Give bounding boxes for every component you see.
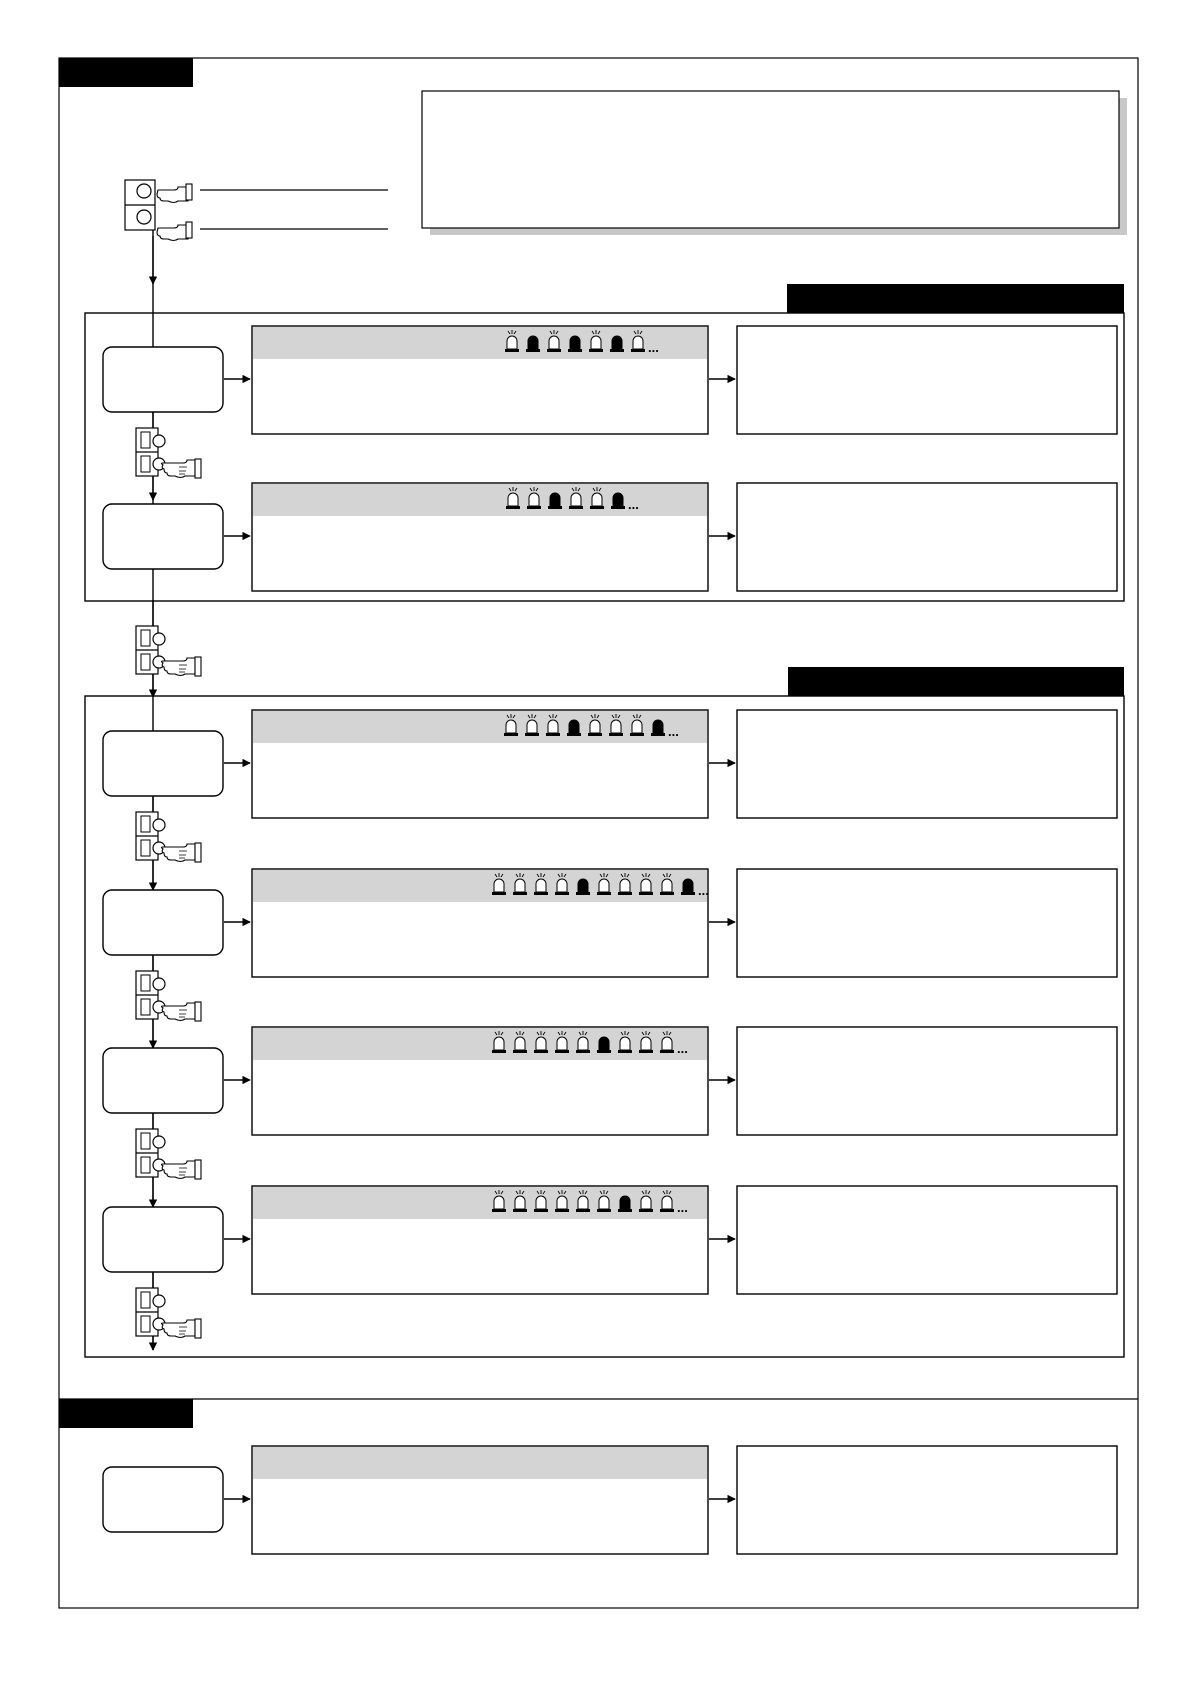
result-box <box>737 869 1117 977</box>
next-button-s1-1[interactable] <box>136 428 201 478</box>
next-button-s1-s2[interactable] <box>136 626 201 676</box>
hand-outline <box>162 844 196 862</box>
lamp-dome <box>549 336 559 349</box>
flow-step-s2-1 <box>103 710 1117 818</box>
hand-outline <box>162 460 196 478</box>
button-face-lower <box>141 1316 150 1332</box>
result-box <box>737 326 1117 434</box>
button-knob-upper <box>153 819 165 831</box>
button-face-upper <box>141 1292 150 1308</box>
lamp-dome <box>620 1037 630 1050</box>
description-header-bar <box>253 1028 707 1060</box>
lamp-dome <box>633 336 643 349</box>
lamp-base <box>567 733 581 736</box>
lamp-dome <box>613 493 623 506</box>
lamp-dome <box>536 879 546 892</box>
lamp-base <box>609 733 623 736</box>
lamp-dome <box>557 1037 567 1050</box>
lamp-base <box>492 1209 506 1212</box>
lamp-dome <box>590 720 600 733</box>
lamp-dome <box>662 1037 672 1050</box>
state-box <box>103 1467 223 1532</box>
lamp-dome <box>506 720 516 733</box>
pointing-hand-icon <box>162 1319 202 1338</box>
result-box <box>737 483 1117 591</box>
lamp-dome <box>570 336 580 349</box>
lamp-base <box>639 1209 653 1212</box>
lamp-base <box>568 349 582 352</box>
lamp-base <box>639 892 653 895</box>
lamp-dome <box>620 1196 630 1209</box>
lamp-base <box>589 349 603 352</box>
lamp-base <box>611 506 625 509</box>
lamp-dome <box>507 336 517 349</box>
lamp-base <box>513 892 527 895</box>
next-button-s2-2[interactable] <box>136 971 201 1021</box>
button-face-upper <box>141 1133 150 1149</box>
lamp-base <box>492 892 506 895</box>
button-face-lower <box>141 999 150 1015</box>
pointing-hand-icon <box>162 1160 202 1179</box>
flow-step-footer <box>103 1446 1117 1554</box>
lamp-base <box>504 733 518 736</box>
button-knob-lower <box>137 210 151 224</box>
lamp-dome <box>612 336 622 349</box>
lamp-dome <box>599 879 609 892</box>
flow-step-s1-2 <box>103 483 1117 591</box>
state-box <box>103 1207 223 1272</box>
lamp-dome <box>653 720 663 733</box>
hand-outline <box>162 658 196 676</box>
start-buttons[interactable] <box>125 180 192 241</box>
hand-cuff <box>195 1002 201 1021</box>
description-header-bar <box>253 1187 707 1219</box>
lamp-dome <box>578 1196 588 1209</box>
lamp-dome <box>683 879 693 892</box>
state-box <box>103 1048 223 1113</box>
lamp-base <box>534 1209 548 1212</box>
header-tab <box>59 58 193 87</box>
lamp-base <box>610 349 624 352</box>
lamp-dome <box>571 493 581 506</box>
lamp-sequence-ellipsis: ... <box>677 1200 688 1215</box>
lamp-base <box>597 1209 611 1212</box>
lamp-base <box>555 892 569 895</box>
button-face-lower <box>141 654 150 670</box>
lamp-dome <box>515 1037 525 1050</box>
lamp-base <box>618 1209 632 1212</box>
result-box <box>737 710 1117 818</box>
next-button-s2-3[interactable] <box>136 1129 201 1179</box>
lamp-dome <box>536 1196 546 1209</box>
lamp-dome <box>632 720 642 733</box>
lamp-base <box>576 1050 590 1053</box>
lamp-base <box>513 1050 527 1053</box>
hand-outline <box>162 1161 196 1179</box>
lamp-base <box>618 892 632 895</box>
description-header-bar <box>253 1447 707 1479</box>
lamp-dome <box>599 1196 609 1209</box>
lamp-base <box>527 506 541 509</box>
description-header-bar <box>253 484 707 516</box>
pointing-hand-icon <box>162 657 202 676</box>
button-knob-upper <box>153 435 165 447</box>
lamp-dome <box>591 336 601 349</box>
hand-cuff <box>195 1160 201 1179</box>
lamp-dome <box>494 1037 504 1050</box>
lamp-dome <box>557 879 567 892</box>
lamp-base <box>525 733 539 736</box>
lamp-dome <box>641 879 651 892</box>
button-face-upper <box>141 975 150 991</box>
hand-cuff <box>195 459 201 478</box>
lamp-dome <box>527 720 537 733</box>
result-box <box>737 1027 1117 1135</box>
lamp-base <box>547 349 561 352</box>
button-face-upper <box>141 630 150 646</box>
lamp-dome <box>620 879 630 892</box>
lamp-base <box>660 892 674 895</box>
lamp-sequence-ellipsis: ... <box>668 724 679 739</box>
lamp-base <box>590 506 604 509</box>
lamp-base <box>639 1050 653 1053</box>
lamp-base <box>618 1050 632 1053</box>
lamp-base <box>555 1050 569 1053</box>
pointing-hand-icon <box>162 459 202 478</box>
lamp-dome <box>529 493 539 506</box>
lamp-dome <box>569 720 579 733</box>
hand-cuff <box>186 222 192 238</box>
lamp-base <box>555 1209 569 1212</box>
lamp-base <box>588 733 602 736</box>
lamp-dome <box>599 1037 609 1050</box>
lamp-dome <box>592 493 602 506</box>
lamp-base <box>506 506 520 509</box>
lamp-base <box>492 1050 506 1053</box>
hand-outline <box>162 1003 196 1021</box>
state-box <box>103 731 223 796</box>
description-header-bar <box>253 870 707 902</box>
hand-cuff <box>195 843 201 862</box>
next-button-s2-1[interactable] <box>136 812 201 862</box>
lamp-base <box>651 733 665 736</box>
flow-step-s2-2 <box>103 869 1117 977</box>
lamp-sequence-ellipsis: ... <box>628 497 639 512</box>
lamp-dome <box>641 1037 651 1050</box>
lamp-base <box>534 1050 548 1053</box>
lamp-base <box>534 892 548 895</box>
lamp-dome <box>515 879 525 892</box>
lamp-dome <box>611 720 621 733</box>
lamp-base <box>631 349 645 352</box>
button-knob-upper <box>153 633 165 645</box>
lamp-base <box>630 733 644 736</box>
lamp-base <box>660 1209 674 1212</box>
lamp-base <box>513 1209 527 1212</box>
lamp-base <box>597 892 611 895</box>
hand-cuff <box>195 1319 201 1338</box>
lamp-base <box>569 506 583 509</box>
button-face-upper <box>141 816 150 832</box>
lamp-dome <box>548 720 558 733</box>
lamp-base <box>660 1050 674 1053</box>
button-face-lower <box>141 456 150 472</box>
lamp-base <box>546 733 560 736</box>
lamp-dome <box>515 1196 525 1209</box>
lamp-base <box>597 1050 611 1053</box>
lamp-base <box>681 892 695 895</box>
pointing-hand-icon <box>162 843 202 862</box>
state-box <box>103 504 223 569</box>
lamp-dome <box>550 493 560 506</box>
lamp-dome <box>494 879 504 892</box>
lamp-base <box>576 1209 590 1212</box>
button-face-upper <box>141 432 150 448</box>
lamp-dome <box>557 1196 567 1209</box>
lamp-dome <box>662 879 672 892</box>
button-face-lower <box>141 1157 150 1173</box>
lamp-base <box>526 349 540 352</box>
lamp-base <box>576 892 590 895</box>
info-box <box>422 91 1119 228</box>
lamp-dome <box>578 1037 588 1050</box>
hand-cuff <box>195 657 201 676</box>
lamp-dome <box>494 1196 504 1209</box>
lamp-dome <box>508 493 518 506</box>
lamp-base <box>505 349 519 352</box>
button-knob-upper <box>153 1295 165 1307</box>
flow-step-s2-4 <box>103 1186 1117 1294</box>
lamp-dome <box>536 1037 546 1050</box>
pointing-hand-icon <box>157 187 188 203</box>
button-knob-upper <box>137 184 151 198</box>
pointing-hand-icon <box>162 1002 202 1021</box>
state-box <box>103 890 223 955</box>
lamp-sequence-ellipsis: ... <box>677 1041 688 1056</box>
next-button-s2-4[interactable] <box>136 1288 201 1338</box>
result-box <box>737 1186 1117 1294</box>
lamp-base <box>548 506 562 509</box>
hand-cuff <box>186 184 192 200</box>
pointing-hand-icon <box>157 225 188 241</box>
lamp-dome <box>662 1196 672 1209</box>
flow-step-s2-3 <box>103 1027 1117 1135</box>
hand-outline <box>162 1320 196 1338</box>
flow-step-s1-1 <box>103 326 1117 434</box>
result-box <box>737 1446 1117 1554</box>
button-face-lower <box>141 840 150 856</box>
lamp-dome <box>528 336 538 349</box>
section-banner-2 <box>788 667 1124 696</box>
lamp-dome <box>641 1196 651 1209</box>
footer-tab <box>59 1399 193 1428</box>
section-banner-1 <box>787 284 1124 313</box>
state-box <box>103 347 223 412</box>
button-knob-upper <box>153 978 165 990</box>
lamp-sequence-ellipsis: ... <box>698 883 709 898</box>
button-knob-upper <box>153 1136 165 1148</box>
lamp-sequence-ellipsis: ... <box>648 340 659 355</box>
lamp-dome <box>578 879 588 892</box>
